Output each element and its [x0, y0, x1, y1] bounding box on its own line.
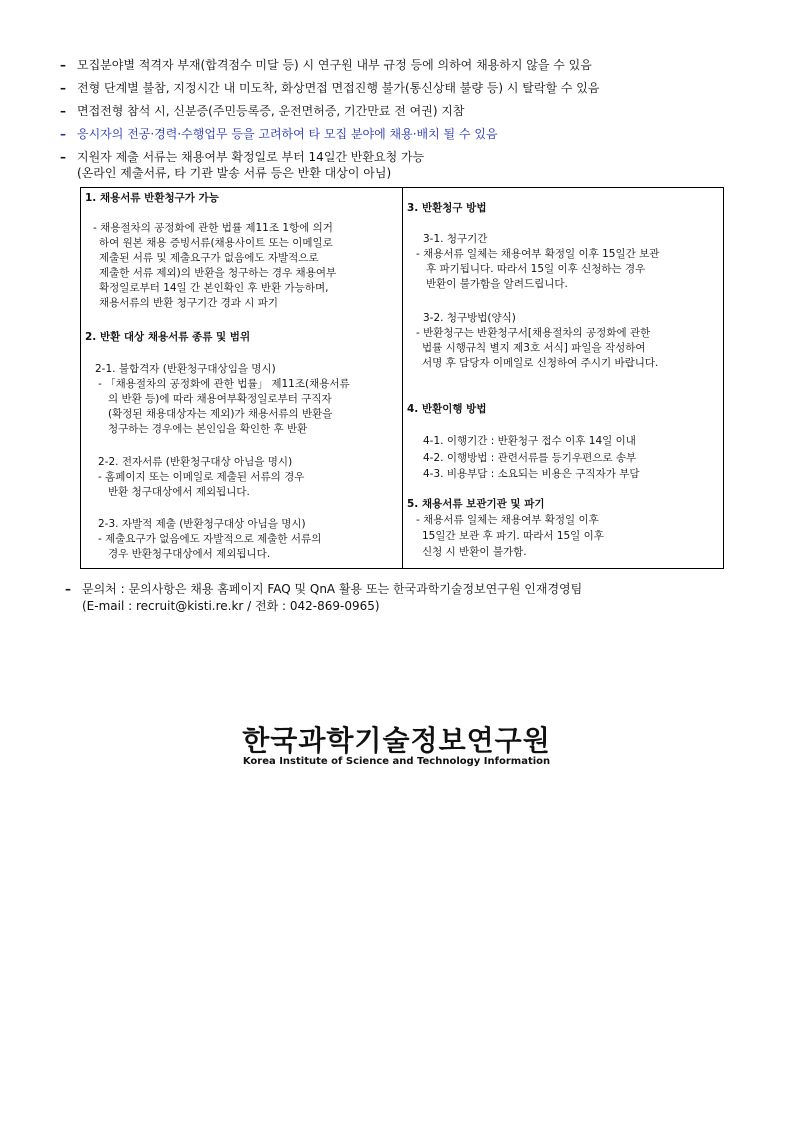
notice-bullet-1: – 모집분야별 적격자 부재(합격점수 미달 등) 시 연구원 내부 규정 등에 의하여 채용하지 않을 수 있음	[60, 58, 592, 72]
section-2-3-line: 경우 반환청구대상에서 제외됩니다.	[108, 548, 271, 560]
section-4-title: 4. 반환이행 방법	[407, 403, 487, 415]
section-2-1-line: 의 반환 등)에 따라 채용여부확정일로부터 구직자	[108, 393, 332, 405]
section-3-2-line: 서명 후 담당자 이메일로 신청하여 주시기 바랍니다.	[422, 357, 659, 369]
section-4-line: 4-1. 이행기간 : 반환청구 접수 이후 14일 이내	[423, 435, 636, 447]
section-2-2-line: 반환 청구대상에서 제외됩니다.	[108, 486, 250, 498]
section-2-1-line: 청구하는 경우에는 본인임을 확인한 후 반환	[108, 423, 308, 435]
section-4-line: 4-2. 이행방법 : 관련서류를 등기우편으로 송부	[423, 452, 637, 464]
section-2-1-title: 2-1. 불합격자 (반환청구대상임을 명시)	[95, 363, 276, 375]
section-3-1-line: - 채용서류 일체는 채용여부 확정일 이후 15일간 보관	[416, 248, 660, 260]
section-1-line: 제출한 서류 제외)의 반환을 청구하는 경우 채용여부	[99, 267, 337, 279]
notice-bullet-5-sub: (온라인 제출서류, 타 기관 발송 서류 등은 반환 대상이 아님)	[77, 166, 392, 180]
document-return-box	[80, 187, 724, 569]
section-1-line: 채용서류의 반환 청구기간 경과 시 파기	[99, 297, 278, 309]
section-3-2-line: - 반환청구는 반환청구서[채용절차의 공정화에 관한	[416, 327, 651, 339]
section-3-title: 3. 반환청구 방법	[407, 202, 487, 214]
section-2-3-line: - 제출요구가 없음에도 자발적으로 제출한 서류의	[98, 533, 322, 545]
section-1-line: 확정일로부터 14일 간 본인확인 후 반환 가능하며,	[99, 282, 329, 294]
org-name-english: Korea Institute of Science and Technology Information	[242, 756, 551, 767]
contact-email-phone: (E-mail : recruit@kisti.re.kr / 전화 : 042-869-0965)	[82, 599, 380, 613]
section-4-line: 4-3. 비용부담 : 소요되는 비용은 구직자가 부담	[423, 468, 640, 480]
notice-bullet-4: – 응시자의 전공·경력·수행업무 등을 고려하여 타 모집 분야에 채용·배치 될 수 있음	[60, 127, 498, 141]
section-1-line: 하여 원본 채용 증빙서류(채용사이트 또는 이메일로	[99, 237, 333, 249]
section-5-line: - 채용서류 일체는 채용여부 확정일 이후	[416, 514, 599, 526]
section-3-1-title: 3-1. 청구기간	[423, 233, 488, 245]
section-2-title: 2. 반환 대상 채용서류 종류 및 범위	[85, 331, 251, 343]
section-3-1-line: 반환이 불가함을 알려드립니다.	[426, 278, 568, 290]
org-name-korean: 한국과학기술정보연구원	[242, 724, 551, 757]
section-5-title: 5. 채용서류 보관기관 및 파기	[407, 498, 545, 510]
notice-bullet-3: – 면접전형 참석 시, 신분증(주민등록증, 운전면허증, 기간만료 전 여권) 지참	[60, 104, 465, 118]
section-2-2-line: - 홈페이지 또는 이메일로 제출된 서류의 경우	[98, 471, 305, 483]
box-divider	[402, 188, 403, 568]
section-5-line: 15일간 보관 후 파기. 따라서 15일 이후	[422, 530, 604, 542]
section-1-title: 1. 채용서류 반환청구가 가능	[85, 192, 219, 204]
section-5-line: 신청 시 반환이 불가함.	[422, 546, 527, 558]
notice-bullet-2: – 전형 단계별 불참, 지정시간 내 미도착, 화상면접 면접진행 불가(통신상태 불량 등) 시 탈락할 수 있음	[60, 81, 600, 95]
section-3-2-line: 법률 시행규칙 별지 제3호 서식] 파일을 작성하여	[422, 342, 646, 354]
section-2-2-title: 2-2. 전자서류 (반환청구대상 아님을 명시)	[98, 456, 293, 468]
section-3-2-title: 3-2. 청구방법(양식)	[423, 312, 516, 324]
contact-info: – 문의처 : 문의사항은 채용 홈페이지 FAQ 및 QnA 활용 또는 한국과학기술정보연구원 인재경영팀	[65, 582, 583, 596]
section-1-line: 제출된 서류 및 제출요구가 없음에도 자발적으로	[99, 252, 319, 264]
notice-bullet-5: – 지원자 제출 서류는 채용여부 확정일로 부터 14일간 반환요청 가능	[60, 150, 425, 164]
section-2-1-line: - 「채용절차의 공정화에 관한 법률」 제11조(채용서류	[98, 378, 350, 390]
section-1-line: - 채용절차의 공정화에 관한 법률 제11조 1항에 의거	[93, 222, 333, 234]
section-3-1-line: 후 파기됩니다. 따라서 15일 이후 신청하는 경우	[426, 263, 646, 275]
section-2-3-title: 2-3. 자발적 제출 (반환청구대상 아님을 명시)	[98, 518, 306, 530]
section-2-1-line: (확정된 채용대상자는 제외)가 채용서류의 반환을	[108, 408, 333, 420]
